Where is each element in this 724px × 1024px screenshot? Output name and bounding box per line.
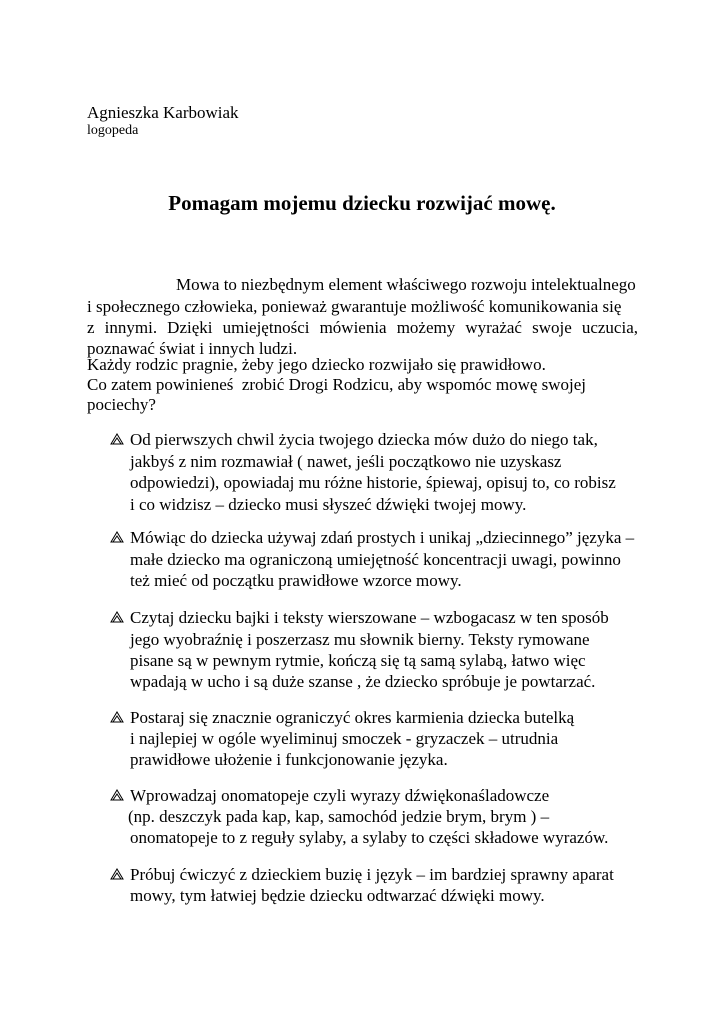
triangle-bullet-icon: [110, 611, 124, 623]
triangle-bullet-icon: [110, 711, 124, 723]
intro-line: Co zatem powinieneś zrobić Drogi Rodzicu, aby wspomóc mowę swojej: [87, 375, 587, 394]
bullet-line: i co widzisz – dziecko musi słyszeć dźwięki twojej mowy.: [130, 495, 527, 514]
triangle-bullet-icon: [110, 531, 124, 543]
intro-line: Każdy rodzic pragnie, żeby jego dziecko rozwijało się prawidłowo.: [87, 355, 546, 374]
bullet-line: pisane są w pewnym rytmie, kończą się tą samą sylabą, łatwo więc: [130, 651, 586, 670]
bullet-line: Wprowadzaj onomatopeje czyli wyrazy dźwiękonaśladowcze: [130, 786, 550, 805]
intro-line: poznawać świat i innych ludzi.: [87, 339, 298, 358]
bullet-line: jego wyobraźnię i poszerzasz mu słownik bierny. Teksty rymowane: [130, 630, 590, 649]
bullet-line: i najlepiej w ogóle wyeliminuj smoczek - gryzaczek – utrudnia: [130, 729, 559, 748]
intro-line: pociechy?: [87, 395, 156, 414]
triangle-bullet-icon: [110, 433, 124, 445]
triangle-bullet-icon: [110, 868, 124, 880]
intro-line: i społecznego człowieka, ponieważ gwarantuje możliwość komunikowania się: [87, 297, 622, 316]
bullet-line: Próbuj ćwiczyć z dzieckiem buzię i język – im bardziej sprawny aparat: [130, 865, 614, 884]
author-role: logopeda: [87, 123, 139, 138]
bullet-line: onomatopeje to z reguły sylaby, a sylaby to części składowe wyrazów.: [130, 828, 609, 847]
bullet-line: też mieć od początku prawidłowe wzorce mowy.: [130, 571, 462, 590]
triangle-bullet-icon: [110, 789, 124, 801]
bullet-line: (np. deszczyk pada kap, kap, samochód jedzie brym, brym ) –: [128, 807, 550, 826]
bullet-line: odpowiedzi), opowiadaj mu różne historie, śpiewaj, opisuj to, co robisz: [130, 473, 616, 492]
intro-line: z innymi. Dzięki umiejętności mówienia możemy wyrażać swoje uczucia,: [87, 318, 638, 337]
author-name: Agnieszka Karbowiak: [87, 103, 239, 122]
intro-line: Mowa to niezbędnym element właściwego rozwoju intelektualnego: [176, 275, 636, 294]
bullet-line: jakbyś z nim rozmawiał ( nawet, jeśli początkowo nie uzyskasz: [130, 452, 562, 471]
bullet-line: Postaraj się znacznie ograniczyć okres karmienia dziecka butelką: [130, 708, 575, 727]
bullet-line: wpadają w ucho i są duże szanse , że dziecko spróbuje je powtarzać.: [130, 672, 596, 691]
bullet-line: prawidłowe ułożenie i funkcjonowanie języka.: [130, 750, 448, 769]
document-title: Pomagam mojemu dziecku rozwijać mowę.: [168, 191, 556, 215]
bullet-line: Od pierwszych chwil życia twojego dziecka mów dużo do niego tak,: [130, 430, 598, 449]
bullet-line: Mówiąc do dziecka używaj zdań prostych i unikaj „dziecinnego” języka –: [130, 528, 635, 547]
bullet-line: mowy, tym łatwiej będzie dziecku odtwarzać dźwięki mowy.: [130, 886, 545, 905]
bullet-line: Czytaj dziecku bajki i teksty wierszowane – wzbogacasz w ten sposób: [130, 608, 609, 627]
bullet-line: małe dziecko ma ograniczoną umiejętność koncentracji uwagi, powinno: [130, 550, 621, 569]
